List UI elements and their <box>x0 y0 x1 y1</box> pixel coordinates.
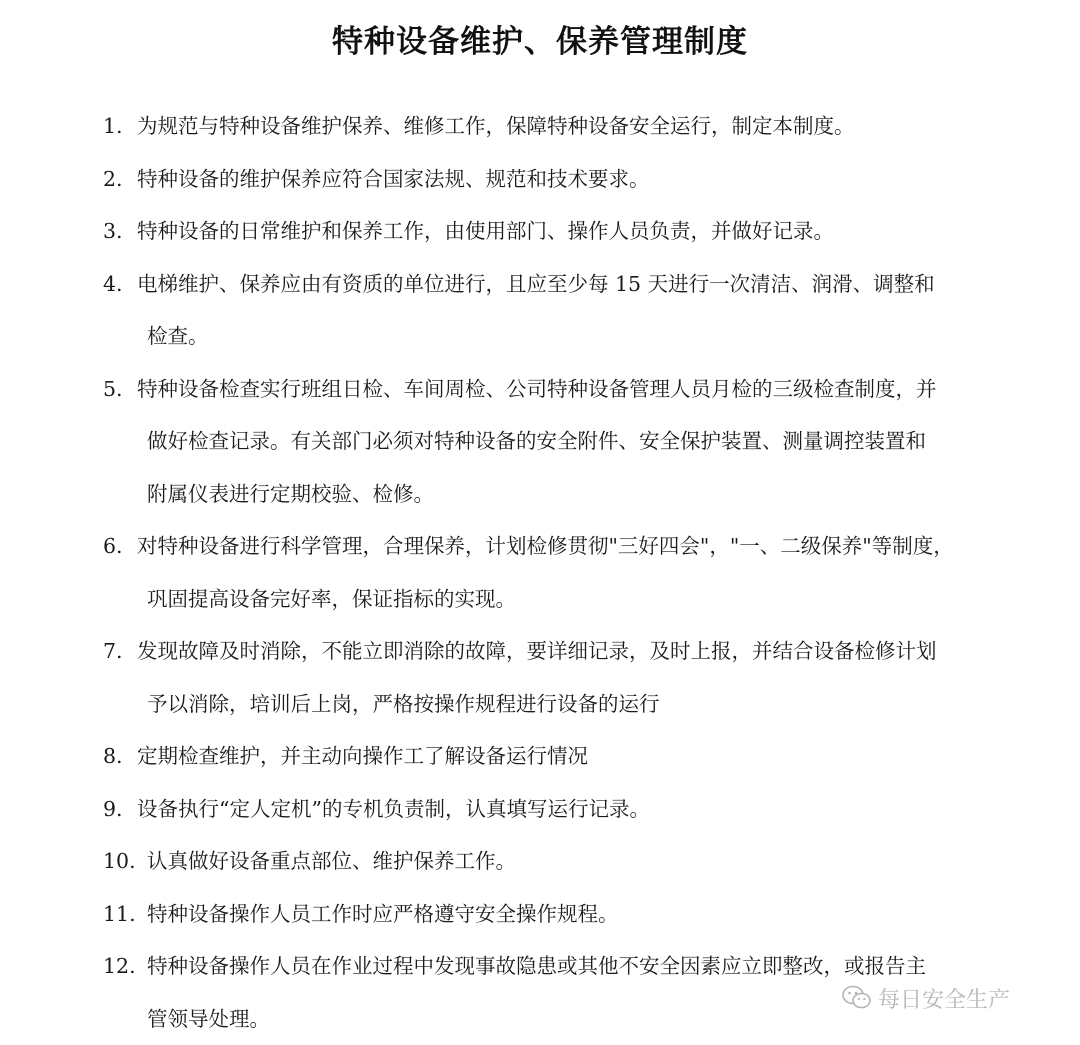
item-number: 2. <box>103 153 123 206</box>
item-text: 特种设备的日常维护和保养工作，由使用部门、操作人员负责，并做好记录。 <box>0 205 1080 258</box>
item-text: 电梯维护、保养应由有资质的单位进行，且应至少每 15 天进行一次清洁、润滑、调整和 <box>0 258 1080 311</box>
item-text: 特种设备的维护保养应符合国家法规、规范和技术要求。 <box>0 153 1080 206</box>
list-item <box>0 888 1080 941</box>
item-number: 1. <box>103 100 123 153</box>
item-text: 发现故障及时消除，不能立即消除的故障，要详细记录，及时上报，并结合设备检修计划 <box>0 625 1080 678</box>
item-number: 4. <box>103 258 123 311</box>
item-number: 10. <box>103 835 136 888</box>
list-item <box>0 783 1080 836</box>
item-number: 3. <box>103 205 123 258</box>
item-number: 12. <box>103 940 136 993</box>
item-text: 对特种设备进行科学管理，合理保养，计划检修贯彻"三好四会"，"一、二级保养"等制度， <box>0 520 1080 573</box>
item-text-continued: 巩固提高设备完好率，保证指标的实现。 <box>0 573 1080 626</box>
item-text: 认真做好设备重点部位、维护保养工作。 <box>0 835 1080 888</box>
item-text: 为规范与特种设备维护保养、维修工作，保障特种设备安全运行，制定本制度。 <box>0 100 1080 153</box>
list-item <box>0 258 1080 363</box>
list-item <box>0 100 1080 153</box>
list-item <box>0 153 1080 206</box>
item-number: 9. <box>103 783 123 836</box>
item-number: 5. <box>103 363 123 416</box>
item-text-continued: 做好检查记录。有关部门必须对特种设备的安全附件、安全保护装置、测量调控装置和 <box>0 415 1080 468</box>
list-item <box>0 625 1080 730</box>
item-text: 特种设备操作人员工作时应严格遵守安全操作规程。 <box>0 888 1080 941</box>
list-item <box>0 835 1080 888</box>
item-number: 8. <box>103 730 123 783</box>
list-item <box>0 520 1080 625</box>
list-item <box>0 730 1080 783</box>
watermark-text: 每日安全生产 <box>878 983 1010 1014</box>
item-text-continued: 予以消除，培训后上岗，严格按操作规程进行设备的运行 <box>0 678 1080 731</box>
item-text-continued: 附属仪表进行定期校验、检修。 <box>0 468 1080 521</box>
list-item <box>0 363 1080 521</box>
item-text: 特种设备操作人员在作业过程中发现事故隐患或其他不安全因素应立即整改，或报告主 <box>0 940 1080 993</box>
document-title: 特种设备维护、保养管理制度 <box>0 16 1080 61</box>
regulation-list <box>0 100 1080 1045</box>
item-number: 11. <box>103 888 136 941</box>
item-text: 设备执行“定人定机”的专机负责制，认真填写运行记录。 <box>0 783 1080 836</box>
item-number: 6. <box>103 520 123 573</box>
item-text: 特种设备检查实行班组日检、车间周检、公司特种设备管理人员月检的三级检查制度，并 <box>0 363 1080 416</box>
item-number: 7. <box>103 625 123 678</box>
item-text-continued: 检查。 <box>0 310 1080 363</box>
wechat-icon <box>842 985 872 1011</box>
item-text: 定期检查维护，并主动向操作工了解设备运行情况 <box>0 730 1080 783</box>
item-text-continued: 管领导处理。 <box>0 993 1080 1045</box>
watermark <box>842 978 1010 1018</box>
list-item <box>0 205 1080 258</box>
